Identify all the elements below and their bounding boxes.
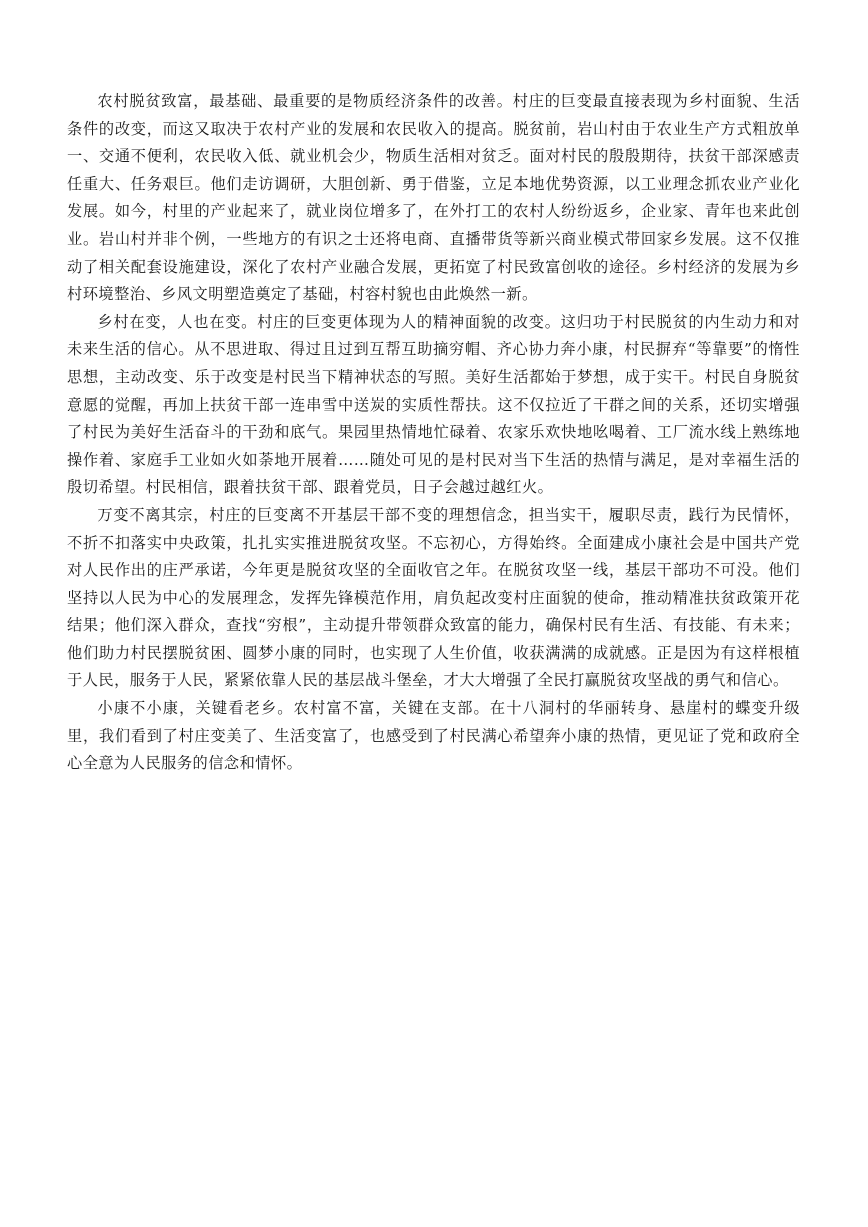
article-body xyxy=(67,88,800,778)
paragraph-grassroots-cadres: 万变不离其宗，村庄的巨变离不开基层干部不变的理想信念，担当实干，履职尽责，践行为民情怀，不折不扣落实中央政策，扎扎实实推进脱贫攻坚。不忘初心，方得始终。全面建成小康社会是中国共产党对人民作出的庄严承诺，今年更是脱贫攻坚的全面收官之年。在脱贫攻坚一线，基层干部功不可没。他们坚持以人民为中心的发展理念，发挥先锋模范作用，肩负起改变村庄面貌的使命，推动精准扶贫政策开花结果；他们深入群众，查找“穷根”，主动提升带领群众致富的能力，确保村民有生活、有技能、有未来；他们助力村民摆脱贫困、圆梦小康的同时，也实现了人生价值，收获满满的成就感。正是因为有这样根植于人民，服务于人民，紧紧依靠人民的基层战斗堡垒，才大大增强了全民打赢脱贫攻坚战的勇气和信心。 xyxy=(67,505,800,690)
paragraph-conclusion: 小康不小康，关键看老乡。农村富不富，关键在支部。在十八洞村的华丽转身、悬崖村的蝶变升级里，我们看到了村庄变美了、生活变富了，也感受到了村民满心希望奔小康的热情，更见证了党和政府全心全意为人民服务的信念和情怀。 xyxy=(67,699,800,773)
paragraph-spiritual-change: 乡村在变，人也在变。村庄的巨变更体现为人的精神面貌的改变。这归功于村民脱贫的内生动力和对未来生活的信心。从不思进取、得过且过到互帮互助摘穷帽、齐心协力奔小康，村民摒弃“等靠要”的惰性思想，主动改变、乐于改变是村民当下精神状态的写照。美好生活都始于梦想，成于实干。村民自身脱贫意愿的觉醒，再加上扶贫干部一连串雪中送炭的实质性帮扶。这不仅拉近了干群之间的关系，还切实增强了村民为美好生活奋斗的干劲和底气。果园里热情地忙碌着、农家乐欢快地吆喝着、工厂流水线上熟练地操作着、家庭手工业如火如荼地开展着……随处可见的是村民对当下生活的热情与满足，是对幸福生活的殷切希望。村民相信，跟着扶贫干部、跟着党员，日子会越过越红火。 xyxy=(67,312,800,497)
paragraph-economic-change: 农村脱贫致富，最基础、最重要的是物质经济条件的改善。村庄的巨变最直接表现为乡村面貌、生活条件的改变，而这又取决于农村产业的发展和农民收入的提高。脱贫前，岩山村由于农业生产方式粗放单一、交通不便利，农民收入低、就业机会少，物质生活相对贫乏。面对村民的殷殷期待，扶贫干部深感责任重大、任务艰巨。他们走访调研，大胆创新、勇于借鉴，立足本地优势资源，以工业理念抓农业产业化发展。如今，村里的产业起来了，就业岗位增多了，在外打工的农村人纷纷返乡，企业家、青年也来此创业。岩山村并非个例，一些地方的有识之士还将电商、直播带货等新兴商业模式带回家乡发展。这不仅推动了相关配套设施建设，深化了农村产业融合发展，更拓宽了村民致富创收的途径。乡村经济的发展为乡村环境整治、乡风文明塑造奠定了基础，村容村貌也由此焕然一新。 xyxy=(67,92,800,304)
